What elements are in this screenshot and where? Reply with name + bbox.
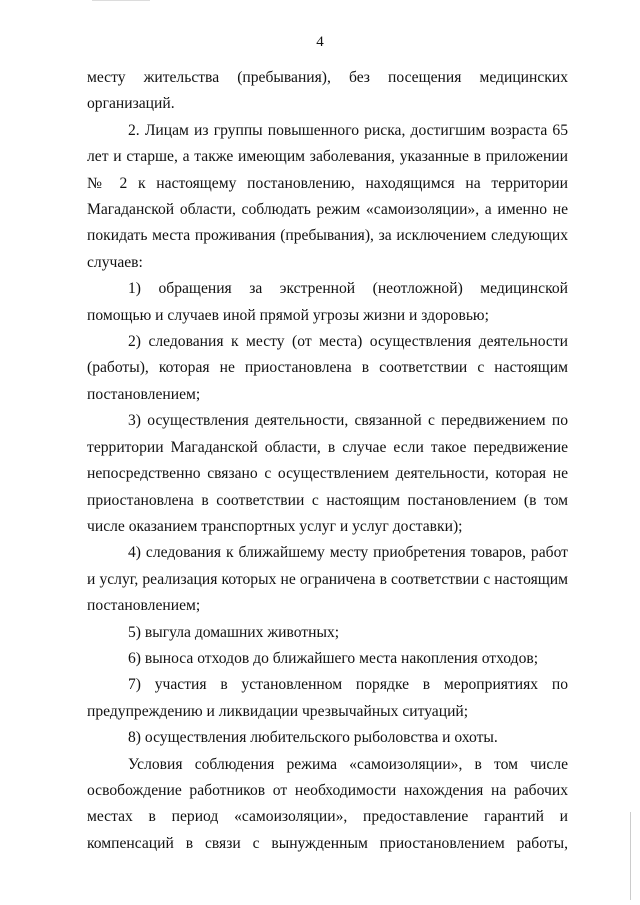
paragraph-subitem-6: 6) выноса отходов до ближайшего места накопления отходов; bbox=[128, 649, 539, 667]
paragraph-item-2: 2. Лицам из группы повышенного риска, достигшим возраста 65 лет и старше, а также имеющим заболевания, указанные в приложении № 2 к настоящему постановлению, находящимся на территории Магаданской области, соблюдать режим «самоизоляции», а именно не покидать места проживания (пребывания), за исключением следующих случаев: bbox=[87, 121, 568, 271]
paragraph-subitem-7: 7) участия в установленном порядке в мероприятиях по предупреждению и ликвидации чрезвычайных ситуаций; bbox=[87, 676, 568, 720]
paragraph-subitem-4: 4) следования к ближайшему месту приобретения товаров, работ и услуг, реализация которых не ограничена в соответствии с настоящим постановлением; bbox=[87, 544, 568, 615]
document-body bbox=[87, 65, 568, 857]
paragraph-subitem-2: 2) следования к месту (от места) осуществления деятельности (работы), которая не приостановлена в соответствии с настоящим постановлением; bbox=[87, 333, 568, 403]
paragraph-subitem-8: 8) осуществления любительского рыболовства и охоты. bbox=[128, 729, 498, 747]
page-number: 4 bbox=[316, 34, 324, 50]
scan-artifact-right-edge bbox=[630, 812, 631, 900]
paragraph-subitem-3: 3) осуществления деятельности, связанной с передвижением по территории Магаданской области, в случае если такое передвижение непосредственно связано с осуществлением деятельности, которая не приостановлена в соответствии с настоящим постановлением (в том числе оказанием транспортных услуг и услуг доставки); bbox=[87, 412, 568, 535]
paragraph-conditions: Условия соблюдения режима «самоизоляции», в том числе освобождение работников от необходимости нахождения на рабочих местах в период «самоизоляции», предоставление гарантий и компенсаций в связи с вынужденным приостановлением работы, bbox=[87, 755, 568, 852]
paragraph-continuation: месту жительства (пребывания), без посещения медицинских организаций. bbox=[87, 69, 568, 113]
paragraph-subitem-5: 5) выгула домашних животных; bbox=[128, 623, 340, 641]
scan-artifact-top bbox=[92, 0, 150, 1]
paragraph-subitem-1: 1) обращения за экстренной (неотложной) медицинской помощью и случаев иной прямой угрозы жизни и здоровью; bbox=[87, 280, 568, 324]
